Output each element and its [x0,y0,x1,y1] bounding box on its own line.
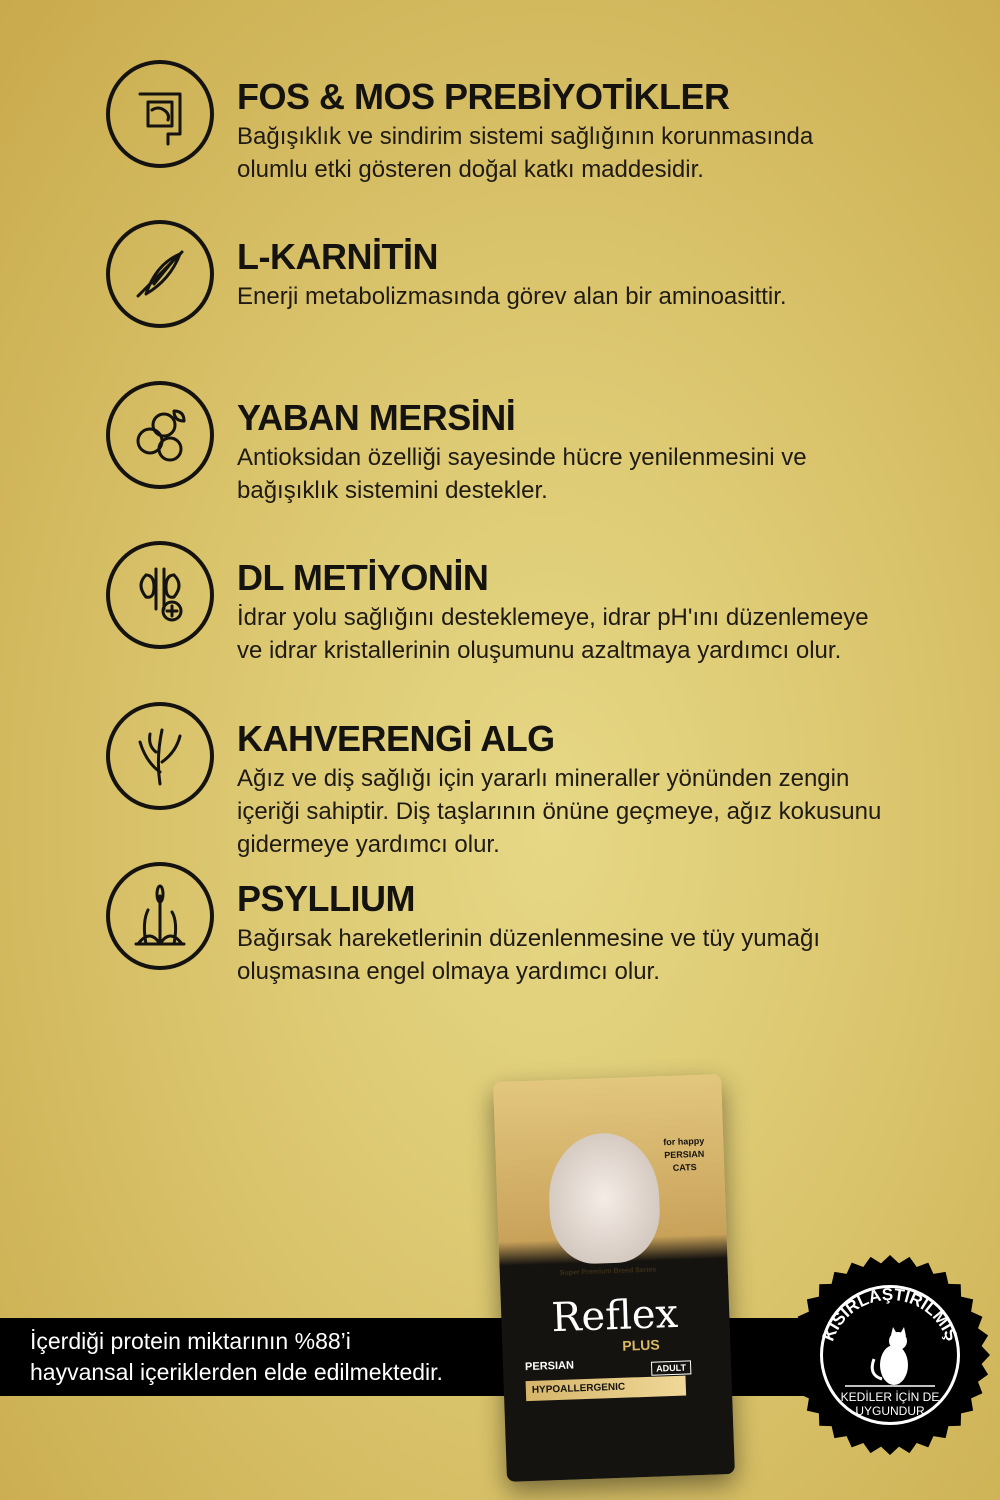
feature-description: İdrar yolu sağlığını desteklemeye, idrar pH'ını düzenlemeye ve idrar kristallerinin oluşumunu azaltmaya yardımcı olur. [237,604,869,664]
feature-title: L-KARNİTİN [237,236,438,277]
series-label: Super Premium Breed Series [559,1266,657,1277]
blueberry-icon [106,381,214,489]
feature-title: KAHVERENGİ ALG [237,718,555,759]
feature-description: Enerji metabolizmasında görev alan bir aminoasittir. [237,283,787,310]
intestine-icon [106,60,214,168]
feature-title: FOS & MOS PREBİYOTİKLER [237,76,730,117]
seaweed-icon [106,702,214,810]
age-label: ADULT [651,1360,691,1375]
feature-description: Bağırsak hareketlerinin düzenlenmesine ve tüy yumağı oluşmasına engel olmaya yardımcı olur. [237,925,820,985]
persian-cats-tag: for happy PERSIAN CATS [663,1135,705,1173]
type-label: HYPOALLERGENIC [526,1376,687,1402]
feature-description: Bağışıklık ve sindirim sistemi sağlığının korunmasında olumlu etki gösteren doğal katkı maddesidir. [237,123,814,183]
product-bag-image [493,1074,735,1482]
feature-description: Antioksidan özelliği sayesinde hücre yenilenmesini ve bağışıklık sistemini destekler. [237,444,807,504]
protein-note: İçerdiği protein miktarının %88’i hayvansal içeriklerden elde edilmektedir. [30,1328,443,1385]
persian-cat-image [547,1131,661,1265]
brand-plus: PLUS [622,1336,660,1354]
svg-text:KISIRLAŞTIRILMIŞ: KISIRLAŞTIRILMIŞ [818,1284,962,1344]
feature-title: DL METİYONİN [237,557,489,598]
psyllium-plant-icon [106,862,214,970]
kidney-icon [106,541,214,649]
feature-description: Ağız ve diş sağlığı için yararlı mineraller yönünden zengin içeriği sahiptir. Diş taşlarının önüne geçmeye, ağız kokusunu gidermeye yardımcı olur. [237,765,882,858]
badge-text: KEDİLER İÇİN DE UYGUNDUR [840,1390,940,1418]
feature-title: PSYLLIUM [237,878,416,919]
neutered-badge [790,1255,990,1455]
breed-label: PERSIAN [524,1359,575,1374]
brand-logo: Reflex [550,1290,679,1342]
muscle-icon [106,220,214,328]
feature-title: YABAN MERSİNİ [237,397,516,438]
